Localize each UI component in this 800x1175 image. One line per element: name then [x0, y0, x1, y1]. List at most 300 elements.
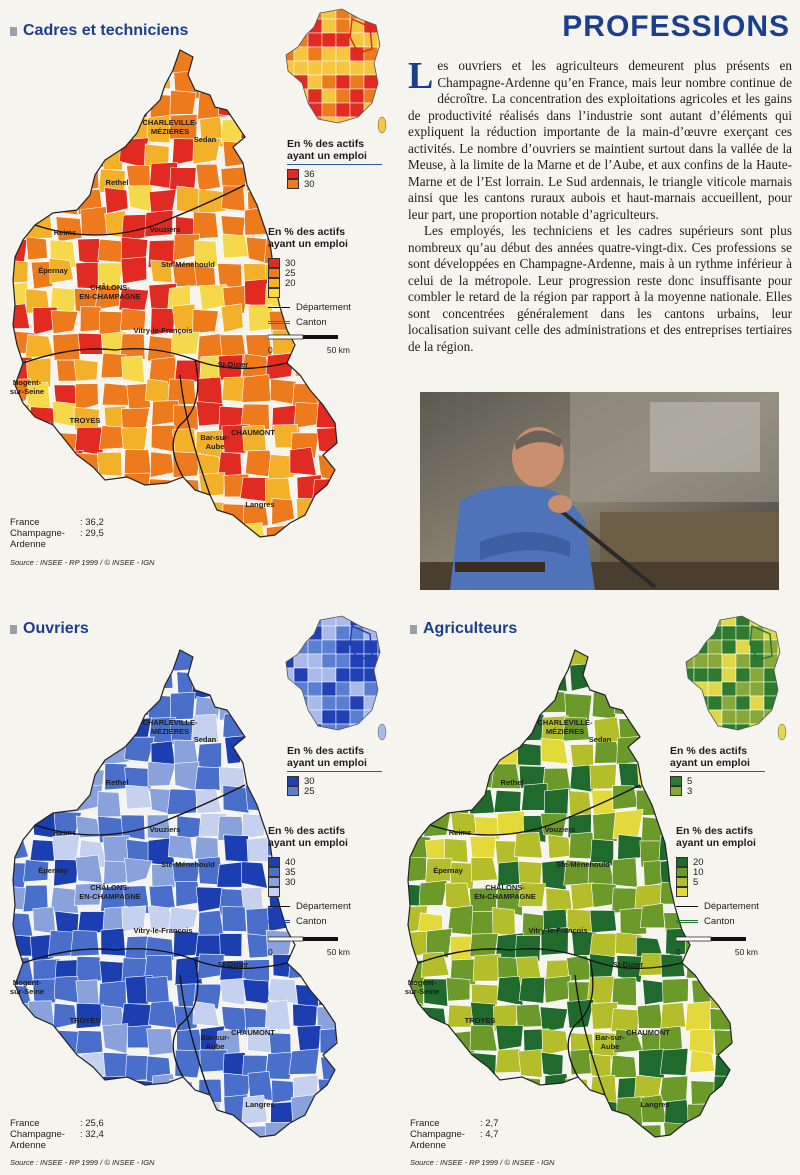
france-region-cell	[322, 626, 336, 640]
france-region-cell	[750, 696, 764, 710]
legend-value: 5	[687, 775, 693, 787]
france-region-cell	[378, 47, 390, 61]
place-label: Ste-Ménehould	[161, 260, 215, 269]
canton-cell	[121, 356, 144, 383]
france-region-cell	[280, 612, 294, 626]
france-region-cell	[308, 33, 322, 47]
canton-cell	[519, 977, 545, 1003]
canton-cell	[222, 907, 247, 932]
france-region-cell	[294, 5, 308, 19]
canton-cell	[53, 713, 81, 740]
canton-cell	[318, 1104, 342, 1131]
canton-cell	[710, 982, 734, 1008]
canton-cell	[97, 452, 121, 476]
canton-cell	[473, 954, 501, 981]
cadres-source: Source : INSEE - RP 1999 / © INSEE - IGN	[10, 558, 155, 567]
france-region-cell	[364, 724, 378, 738]
place-label: EN-CHAMPAGNE	[474, 892, 536, 901]
place-label: Nogent-	[407, 978, 437, 987]
canton-cell	[223, 671, 246, 693]
legend-title-2: ayant un emploi	[268, 837, 348, 849]
france-region-cell	[378, 696, 390, 710]
canton-cell	[103, 1052, 128, 1079]
canton-cell	[193, 310, 219, 334]
canton-cell	[151, 1122, 179, 1148]
canton-cell	[270, 379, 296, 404]
france-region-cell	[378, 103, 390, 117]
canton-cell	[8, 739, 31, 765]
canton-cell	[171, 332, 199, 354]
swatch	[670, 776, 682, 786]
france-region-cell	[708, 612, 722, 626]
canton-cell	[52, 166, 80, 194]
canton-cell	[125, 496, 153, 521]
canton-cell	[643, 980, 666, 1005]
france-region-cell	[322, 19, 336, 33]
france-region-cell	[308, 654, 322, 668]
swatch	[287, 169, 299, 179]
canton-cell	[122, 524, 146, 550]
canton-cell	[294, 192, 318, 215]
france-region-cell	[322, 61, 336, 75]
canton-cell	[9, 1032, 36, 1057]
canton-cell	[566, 1078, 589, 1102]
canton-cell	[618, 834, 643, 859]
ouvriers-region-legend	[268, 825, 378, 927]
canton-cell	[240, 523, 266, 548]
canton-cell	[102, 383, 129, 405]
france-region-cell	[778, 668, 790, 682]
canton-cell	[241, 690, 269, 718]
canton-cell	[496, 668, 520, 697]
france-region-cell	[280, 696, 294, 710]
place-label: TROYES	[464, 1016, 496, 1025]
canton-cell	[171, 692, 196, 719]
canton-cell	[733, 1031, 745, 1057]
legend-title-1: En % des actifs	[676, 825, 754, 837]
canton-cell	[272, 498, 294, 524]
france-region-cell	[280, 640, 294, 654]
france-region-cell	[378, 612, 390, 626]
canton-cell	[151, 647, 174, 675]
canton-cell	[195, 767, 220, 790]
canton-cell	[320, 519, 344, 548]
france-region-cell	[336, 47, 350, 61]
canton-cell	[152, 524, 177, 549]
canton-cell	[732, 1100, 745, 1126]
canton-cell	[590, 646, 618, 674]
canton-cell	[176, 186, 200, 213]
france-region-cell	[778, 626, 790, 640]
canton-cell	[268, 978, 297, 1003]
canton-cell	[689, 1127, 714, 1155]
canton-cell	[5, 1051, 28, 1074]
france-region-cell	[294, 61, 308, 75]
canton-cell	[320, 501, 344, 527]
france-region-cell	[294, 47, 308, 61]
canton-cell	[517, 1004, 543, 1027]
intro-paragraph-1: es ouvriers et les agriculteurs demeurent plus présents en Champagne-Ardenne qu’en France, mais leur nombre continue de décroître. La concentration des exploitations agricoles et les gains de productivité réalisés dans l’industrie sont autant d’éléments qui expliquent la réduction importante de la main-d’œuvre exerçant ces activités. Le nombre d’ouvriers se maintient surtout dans la vallée de la Meuse, à la limite de la Marne et de l’Aube, et aux confins de la Haute-Marne et de l’Est lorrain. Le Sud ardennais, le triangle viticole marnais ainsi que les cantons ruraux aubois et haut-marnais accueillent, pour leur part, une proportion notable d’agriculteurs.	[408, 58, 792, 222]
canton-cell	[174, 1125, 201, 1152]
canton-cell	[125, 858, 153, 883]
place-label: CHÂLONS-	[90, 883, 130, 892]
canton-cell	[192, 645, 220, 668]
place-label: Aube	[600, 1042, 620, 1051]
legend-value: 10	[693, 866, 704, 878]
canton-cell	[685, 1001, 710, 1031]
france-region-cell	[680, 626, 694, 640]
canton-cell	[738, 1126, 745, 1150]
place-label: sur-Seine	[9, 387, 45, 396]
canton-cell	[617, 645, 641, 673]
canton-cell	[246, 166, 274, 193]
canton-cell	[340, 408, 350, 431]
canton-cell	[30, 689, 59, 718]
canton-cell	[541, 1052, 563, 1077]
canton-cell	[499, 695, 523, 722]
canton-cell	[172, 522, 197, 549]
canton-cell	[221, 304, 243, 333]
legend-departement: Département	[296, 901, 351, 912]
france-region-cell	[294, 103, 308, 117]
canton-cell	[221, 186, 245, 211]
france-region-cell	[350, 89, 364, 103]
canton-cell	[613, 1122, 637, 1148]
legend-title-2: ayant un emploi	[287, 757, 367, 769]
place-label: Aube	[205, 1042, 225, 1051]
canton-cell	[5, 913, 33, 937]
canton-cell	[127, 693, 151, 718]
canton-cell	[217, 45, 243, 69]
canton-cell	[642, 817, 669, 842]
canton-cell	[244, 207, 266, 235]
canton-cell	[28, 1047, 57, 1072]
france-region-cell	[336, 710, 350, 724]
canton-cell	[8, 765, 36, 789]
france-region-cell	[694, 724, 708, 738]
france-region-cell	[336, 33, 350, 47]
france-region-cell	[322, 89, 336, 103]
canton-cell	[419, 1007, 447, 1034]
canton-cell	[426, 645, 449, 672]
canton-cell	[5, 694, 31, 721]
canton-cell	[270, 188, 295, 214]
legend-title-2: ayant un emploi	[670, 757, 750, 769]
france-region-cell	[364, 75, 378, 89]
canton-cell	[293, 1004, 318, 1028]
ouvriers-stats: France : 25,6 Champagne-Ardenne : 32,4	[10, 1118, 104, 1151]
canton-cell	[343, 1102, 350, 1129]
canton-cell	[494, 790, 521, 812]
canton-cell	[124, 671, 152, 695]
france-region-cell	[308, 640, 322, 654]
france-region-cell	[708, 668, 722, 682]
france-region-cell	[336, 19, 350, 33]
canton-cell	[548, 1122, 573, 1148]
canton-cell	[32, 143, 58, 166]
canton-cell	[26, 423, 51, 452]
canton-cell	[31, 166, 58, 188]
france-region-cell	[294, 724, 308, 738]
france-region-cell	[336, 682, 350, 696]
ouvriers-scale-bar: 0 50 km	[268, 935, 358, 957]
canton-cell	[200, 1050, 227, 1072]
canton-cell	[198, 45, 225, 67]
canton-cell	[200, 501, 225, 526]
canton-cell	[98, 64, 123, 90]
place-label: CHÂLONS-	[90, 283, 130, 292]
canton-cell	[341, 456, 350, 482]
place-label: TROYES	[69, 1016, 101, 1025]
canton-cell	[81, 207, 108, 236]
place-label: MÉZIÈRES	[545, 727, 585, 736]
canton-cell	[335, 1027, 350, 1051]
canton-cell	[197, 1102, 220, 1129]
france-region-cell	[322, 710, 336, 724]
legend-value: 25	[285, 267, 296, 279]
canton-cell	[400, 1072, 421, 1101]
france-region-cell	[736, 696, 750, 710]
cadres-france-inset	[280, 5, 390, 135]
cadres-stats: France : 36,2 Champagne-Ardenne : 29,5	[10, 517, 104, 550]
france-region-cell	[680, 710, 694, 724]
canton-cell	[5, 141, 26, 169]
canton-cell	[715, 1123, 742, 1149]
canton-cell	[734, 953, 745, 983]
canton-cell	[523, 645, 546, 666]
canton-cell	[420, 792, 447, 819]
france-region-cell	[294, 117, 308, 131]
canton-cell	[73, 645, 99, 666]
canton-cell	[5, 69, 29, 97]
place-label: CHARLEVILLE-	[537, 718, 593, 727]
canton-cell	[71, 930, 100, 956]
canton-cell	[76, 48, 102, 75]
place-label: Rethel	[105, 178, 129, 187]
france-region-cell	[280, 33, 294, 47]
place-label: CHAUMONT	[231, 1028, 275, 1037]
corsica-shape	[378, 117, 386, 133]
canton-cell	[245, 279, 268, 308]
canton-cell	[344, 382, 350, 407]
france-region-cell	[294, 668, 308, 682]
canton-cell	[5, 260, 28, 283]
canton-cell	[220, 978, 245, 1005]
france-region-cell	[378, 710, 390, 724]
france-region-cell	[378, 668, 390, 682]
canton-cell	[78, 67, 105, 89]
canton-cell	[25, 192, 48, 219]
france-region-cell	[378, 5, 390, 19]
canton-cell	[51, 432, 79, 458]
canton-cell	[97, 792, 120, 817]
canton-cell	[424, 1053, 450, 1076]
france-region-cell	[750, 654, 764, 668]
place-label: St-Dizier	[217, 360, 249, 369]
legend-title-1: En % des actifs	[670, 745, 748, 757]
france-region-cell	[294, 710, 308, 724]
france-region-cell	[308, 47, 322, 61]
canton-cell	[29, 96, 59, 121]
france-region-cell	[336, 626, 350, 640]
france-region-cell	[708, 682, 722, 696]
canton-cell	[167, 789, 197, 815]
france-region-cell	[336, 61, 350, 75]
france-region-cell	[378, 626, 390, 640]
canton-cell	[31, 737, 55, 764]
canton-cell	[338, 954, 350, 982]
canton-cell	[241, 114, 270, 138]
canton-cell	[344, 520, 350, 550]
agriculteurs-france-inset	[680, 612, 790, 742]
place-label: Langres	[245, 500, 275, 509]
canton-cell	[30, 716, 53, 744]
france-region-cell	[680, 612, 694, 626]
legend-value: 3	[687, 785, 693, 797]
canton-cell	[5, 451, 32, 477]
canton-cell	[31, 668, 57, 694]
canton-cell	[104, 1121, 129, 1144]
france-region-cell	[322, 724, 336, 738]
agriculteurs-region-legend	[676, 825, 786, 927]
france-region-cell	[736, 710, 750, 724]
legend-value: 40	[285, 856, 296, 868]
canton-cell	[50, 666, 73, 693]
canton-cell	[613, 667, 641, 694]
canton-cell	[424, 811, 451, 836]
canton-cell	[314, 960, 341, 985]
france-region-cell	[694, 710, 708, 724]
canton-cell	[419, 1029, 448, 1057]
place-label: Rethel	[500, 778, 524, 787]
canton-cell	[102, 1024, 128, 1054]
canton-cell	[339, 504, 350, 532]
canton-cell	[191, 671, 220, 699]
canton-cell	[145, 1103, 174, 1129]
france-region-cell	[322, 103, 336, 117]
agriculteurs-france-legend	[670, 745, 765, 796]
canton-cell	[27, 648, 50, 676]
place-label: Ste-Ménehould	[556, 860, 610, 869]
canton-cell	[242, 814, 265, 838]
canton-cell	[296, 528, 319, 551]
legend-title-1: En % des actifs	[268, 825, 346, 837]
france-region-cell	[322, 668, 336, 682]
canton-cell	[448, 691, 478, 717]
canton-cell	[446, 1053, 472, 1077]
canton-cell	[423, 718, 451, 743]
france-region-cell	[778, 710, 790, 724]
canton-cell	[168, 835, 193, 859]
canton-cell	[224, 1125, 249, 1148]
france-region-cell	[308, 75, 322, 89]
canton-cell	[170, 90, 196, 114]
place-label: TROYES	[69, 416, 101, 425]
canton-cell	[100, 715, 124, 741]
legend-title-1: En % des actifs	[268, 226, 346, 238]
canton-cell	[198, 910, 223, 935]
legend-value: 30	[304, 775, 315, 787]
place-label: Sedan	[193, 135, 217, 144]
legend-title-1: En % des actifs	[287, 745, 365, 757]
canton-cell	[5, 186, 28, 211]
france-region-cell	[764, 682, 778, 696]
france-region-cell	[322, 33, 336, 47]
canton-cell	[193, 67, 221, 90]
swatch	[268, 278, 280, 288]
canton-cell	[595, 1123, 623, 1149]
canton-cell	[272, 1080, 294, 1103]
france-region-cell	[708, 696, 722, 710]
legend-value: 20	[285, 277, 296, 289]
canton-cell	[220, 933, 242, 956]
place-label: Nogent-	[12, 978, 42, 987]
canton-cell	[492, 907, 515, 935]
canton-cell	[243, 979, 270, 1004]
canton-cell	[224, 835, 249, 862]
france-region-cell	[294, 654, 308, 668]
canton-cell	[5, 1078, 29, 1106]
france-region-cell	[336, 103, 350, 117]
france-region-cell	[336, 89, 350, 103]
france-region-cell	[378, 654, 390, 668]
cadres-france-legend	[287, 138, 382, 189]
canton-cell	[148, 45, 172, 74]
place-label: EN-CHAMPAGNE	[79, 292, 141, 301]
canton-cell	[422, 1075, 448, 1101]
canton-cell	[341, 1002, 350, 1026]
canton-cell	[400, 739, 423, 766]
canton-cell	[637, 1004, 662, 1028]
france-region-cell	[764, 710, 778, 724]
france-region-cell	[750, 668, 764, 682]
canton-cell	[76, 855, 103, 883]
france-region-cell	[694, 612, 708, 626]
france-region-cell	[778, 696, 790, 710]
canton-cell	[5, 427, 28, 452]
france-region-cell	[350, 668, 364, 682]
france-region-cell	[280, 89, 294, 103]
canton-cell	[572, 1099, 597, 1124]
canton-cell	[516, 1077, 541, 1103]
france-region-cell	[680, 696, 694, 710]
france-region-cell	[708, 654, 722, 668]
canton-cell	[446, 978, 470, 1001]
canton-cell	[337, 188, 350, 215]
canton-cell	[518, 1049, 542, 1077]
canton-cell	[265, 1122, 292, 1150]
canton-cell	[590, 910, 617, 933]
canton-cell	[121, 257, 147, 284]
place-label: Bar-sur-	[200, 433, 230, 442]
canton-cell	[5, 814, 26, 839]
canton-cell	[686, 953, 716, 978]
france-region-cell	[722, 724, 736, 738]
place-label: Vouziers	[149, 825, 181, 834]
canton-cell	[688, 1104, 709, 1129]
canton-cell	[79, 93, 105, 121]
place-label: Langres	[245, 1100, 275, 1109]
canton-cell	[400, 1003, 425, 1031]
place-label: EN-CHAMPAGNE	[79, 892, 141, 901]
canton-cell	[74, 359, 98, 381]
canton-cell	[424, 669, 449, 695]
canton-cell	[51, 310, 78, 333]
canton-cell	[736, 1052, 745, 1077]
canton-cell	[222, 234, 248, 258]
france-region-cell	[280, 710, 294, 724]
canton-cell	[491, 645, 517, 668]
